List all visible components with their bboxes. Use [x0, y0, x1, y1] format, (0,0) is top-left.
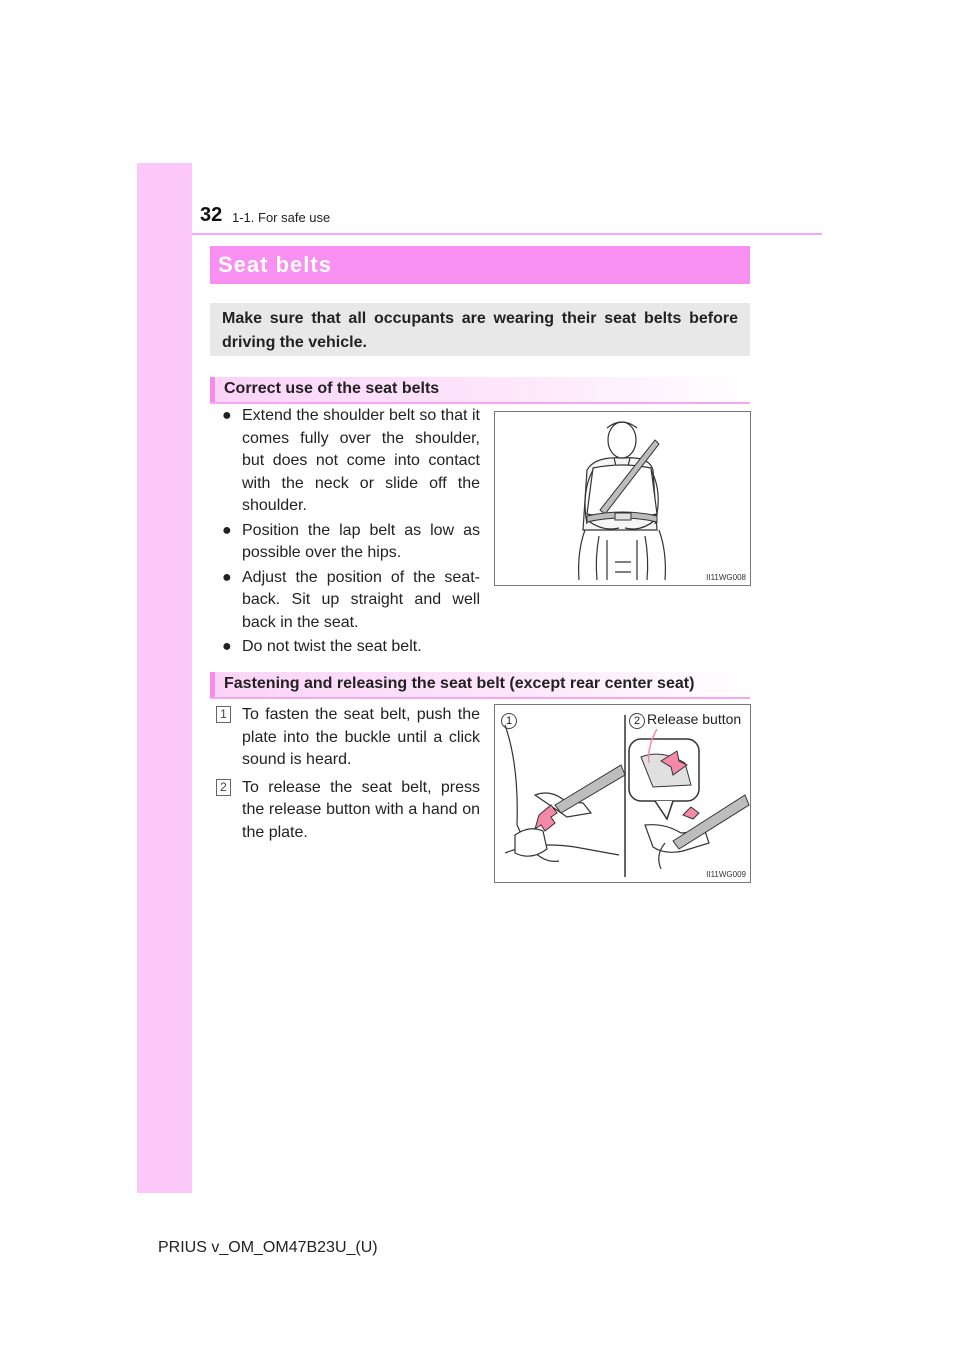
callout-number: 2 — [629, 713, 645, 729]
bullet-text: Extend the shoulder belt so that it comes fully over the shoulder, but does not come into contact with the neck or slide off the shoulder. — [242, 407, 480, 514]
side-tab — [137, 163, 192, 1193]
release-button-label: Release button — [647, 711, 742, 727]
list-item — [222, 405, 480, 518]
list-item — [222, 636, 480, 659]
bullet-icon: ● — [222, 638, 232, 655]
subheading-correct-use — [210, 377, 750, 404]
intro-text: Make sure that all occupants are wearing their seat belts before driving the vehicle. — [222, 310, 738, 351]
subheading-fastening — [210, 672, 750, 699]
figure-buckle — [494, 704, 751, 883]
header-section: 1-1. For safe use — [232, 210, 331, 225]
callout-number: 1 — [501, 713, 517, 729]
figure-code: II11WG008 — [706, 573, 746, 582]
bullet-text: Do not twist the seat belt. — [242, 638, 422, 655]
step-list — [216, 704, 480, 849]
step-text: To fasten the seat belt, push the plate into the buckle until a click sound is heard. — [242, 706, 480, 768]
bullet-icon: ● — [222, 407, 232, 424]
bullet-text: Adjust the position of the seat-back. Sit up straight and well back in the seat. — [242, 568, 480, 631]
subheading-fastening-text: Fastening and releasing the seat belt (except rear center seat) — [224, 675, 695, 692]
seated-occupant-illustration — [495, 412, 750, 585]
bullet-list — [222, 405, 480, 661]
subheading-bar — [210, 377, 215, 402]
figure-code: II11WG009 — [706, 870, 746, 879]
section-title — [210, 246, 750, 284]
step-number: 1 — [216, 706, 231, 723]
header-rule — [192, 233, 822, 235]
callout-1 — [501, 711, 519, 729]
step-number: 2 — [216, 779, 231, 796]
subheading-bar — [210, 672, 215, 697]
list-item — [216, 777, 480, 845]
buckle-illustration — [495, 705, 750, 882]
intro-box — [210, 303, 750, 356]
footer-code: PRIUS v_OM_OM47B23U_(U) — [158, 1239, 378, 1256]
bullet-text: Position the lap belt as low as possible over the hips. — [242, 521, 480, 561]
list-item — [216, 704, 480, 772]
figure-seated-occupant — [494, 411, 751, 586]
callout-2 — [629, 711, 741, 729]
list-item — [222, 567, 480, 635]
step-text: To release the seat belt, press the release button with a hand on the plate. — [242, 778, 480, 841]
section-title-text: Seat belts — [218, 252, 332, 277]
bullet-icon: ● — [222, 521, 232, 539]
page-number: 32 — [200, 204, 223, 226]
list-item — [222, 520, 480, 565]
bullet-icon: ● — [222, 568, 232, 586]
subheading-correct-use-text: Correct use of the seat belts — [224, 380, 440, 397]
